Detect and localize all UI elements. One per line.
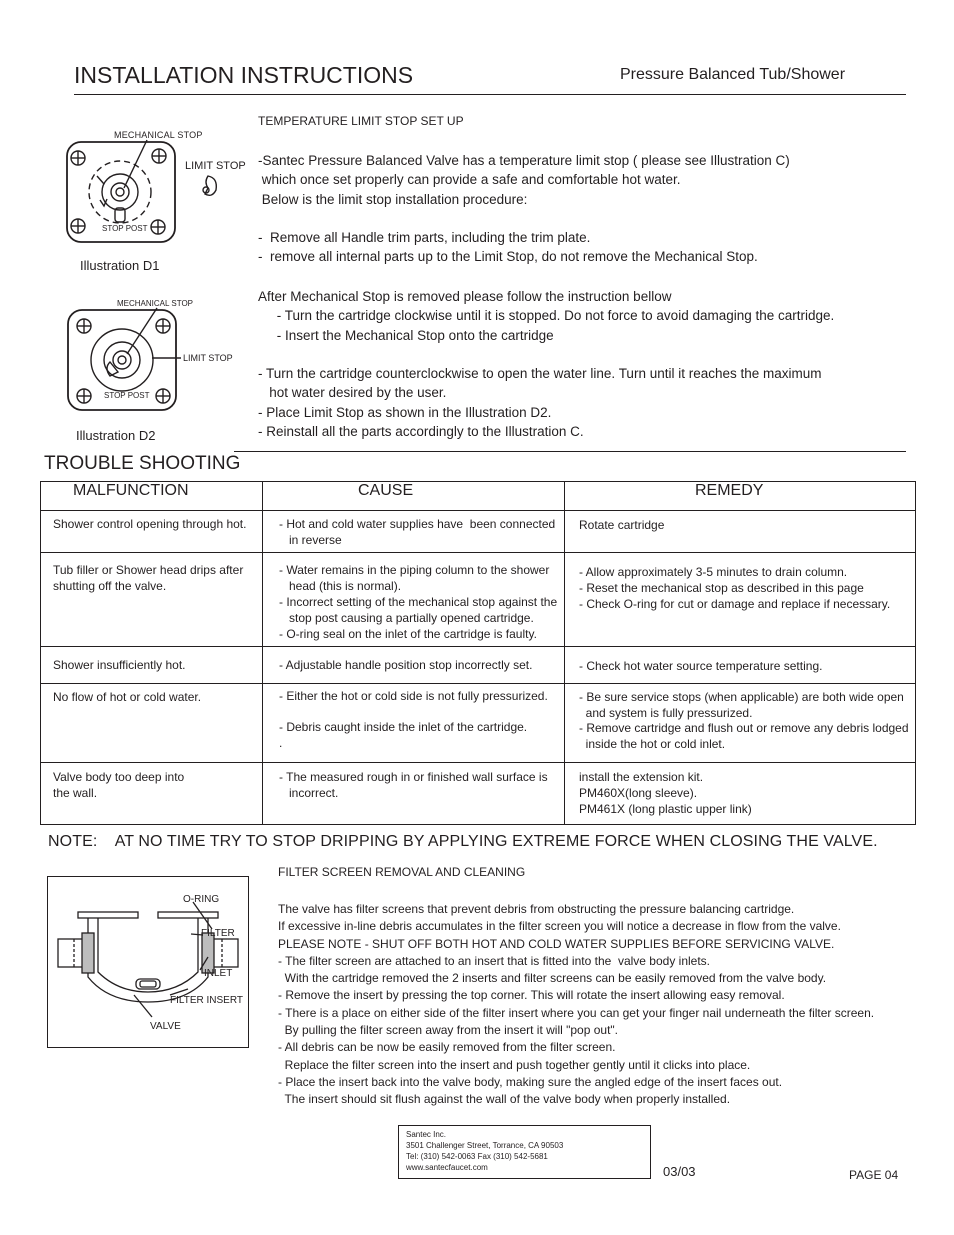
- revision-date: 03/03: [663, 1164, 696, 1179]
- temperature-removal-steps: - Remove all Handle trim parts, including the trim plate. - remove all internal parts up to the Limit Stop, do not remove the Mechanical Stop.: [258, 230, 758, 265]
- page-subtitle: Pressure Balanced Tub/Shower: [620, 66, 846, 83]
- company-phone: Tel: (310) 542-0063 Fax (310) 542-5681: [406, 1152, 548, 1161]
- remedy-cell: - Allow approximately 3-5 minutes to drain column. - Reset the mechanical stop as described in this page - Check O-ring for cut or damage and replace if necessary.: [565, 553, 916, 647]
- column-header-cause: CAUSE: [263, 482, 565, 511]
- cause-cell: - Hot and cold water supplies have been connected in reverse: [263, 511, 565, 553]
- trouble-shooting-title: TROUBLE SHOOTING: [44, 453, 241, 474]
- column-header-malfunction: MALFUNCTION: [41, 482, 263, 511]
- d2-limit-stop-label: LIMIT STOP: [183, 353, 233, 363]
- table-row: [41, 511, 916, 553]
- malfunction-cell: Tub filler or Shower head drips after shutting off the valve.: [41, 553, 263, 647]
- trouble-shooting-divider: [234, 451, 906, 452]
- d1-limit-stop-label: LIMIT STOP: [185, 160, 246, 172]
- filter-heading: FILTER SCREEN REMOVAL AND CLEANING: [278, 865, 526, 879]
- illustration-d2: [62, 296, 252, 446]
- d2-mechanical-stop-label: MECHANICAL STOP: [117, 299, 194, 308]
- temperature-intro: -Santec Pressure Balanced Valve has a temperature limit stop ( please see Illustration C) which once set properly can provide a safe and comfortable hot water. Below is the limit stop installation procedure:: [258, 153, 790, 207]
- table-row: [41, 684, 916, 763]
- d1-stop-post-label: STOP POST: [102, 224, 148, 233]
- d1-mechanical-stop-label: MECHANICAL STOP: [114, 130, 203, 140]
- remedy-cell: - Be sure service stops (when applicable) are both wide open and system is fully pressurized. - Remove cartridge and flush out or remove any debris lodged inside the hot or cold inlet.: [565, 684, 916, 763]
- trouble-shooting-table: [40, 481, 916, 825]
- cause-cell: - Either the hot or cold side is not fully pressurized. - Debris caught inside the inlet of the cartridge. .: [263, 684, 565, 763]
- temperature-cartridge-steps: After Mechanical Stop is removed please follow the instruction bellow - Turn the cartridge clockwise until it is stopped. Do not force to avoid damaging the cartridge. - Insert the Mechanical Stop onto the cartridge: [258, 289, 835, 343]
- d2-caption: Illustration D2: [76, 428, 156, 443]
- temperature-final-steps: - Turn the cartridge counterclockwise to open the water line. Turn until it reaches the maximum hot water desired by the user. - Place Limit Stop as shown in the Illustration D2. - Reinstall all the parts accordingly to the Illustration C.: [258, 366, 822, 439]
- company-address: 3501 Challenger Street, Torrance, CA 90503: [406, 1141, 564, 1150]
- cause-cell: - The measured rough in or finished wall surface is incorrect.: [263, 763, 565, 825]
- inlet-label: INLET: [204, 968, 233, 979]
- temperature-heading: TEMPERATURE LIMIT STOP SET UP: [258, 114, 464, 128]
- illustration-d1: [62, 128, 252, 278]
- company-contact-box: [398, 1125, 651, 1179]
- filter-instructions: The valve has filter screens that prevent debris from obstructing the pressure balancing cartridge. If excessive in-line debris accumulates in the filter screen you will notice a decrease in flow from the valve. PLEASE NOTE - SHUT OFF BOTH HOT AND COLD WATER SUPPLIES BEFORE SERVICING VALVE. - The filter screen are attached to an insert that is fitted into the valve body inlets. With the cartridge removed the 2 inserts and filter screens can be easily removed from the valve body. - Remove the insert by pressing the top corner. This will rotate the insert allowing easy removal. - There is a place on either side of the filter insert where you can get your finger nail underneath the filter screen. By pulling the filter screen away from the insert it will "pop out". - All debris can be now be easily removed from the filter screen. Replace the filter screen into the insert and push together gently until it clicks into place. - Place the insert back into the valve body, making sure the angled edge of the insert faces out. The insert should sit flush against the wall of the valve body when properly installed.: [278, 902, 875, 1107]
- filter-diagram-drawing: [48, 877, 248, 1047]
- d2-stop-post-label: STOP POST: [104, 391, 150, 400]
- filter-insert-label: FILTER INSERT: [170, 995, 243, 1006]
- company-website: www.santecfaucet.com: [406, 1163, 488, 1172]
- cause-cell: - Adjustable handle position stop incorrectly set.: [263, 647, 565, 684]
- page-number: PAGE 04: [849, 1168, 899, 1182]
- table-row: [41, 763, 916, 825]
- remedy-cell: - Check hot water source temperature setting.: [565, 647, 916, 684]
- company-name: Santec Inc.: [406, 1130, 447, 1139]
- filter-label: FILTER: [201, 928, 235, 939]
- illustration-d2-drawing: [62, 296, 252, 446]
- malfunction-cell: Valve body too deep into the wall.: [41, 763, 263, 825]
- o-ring-label: O-RING: [183, 894, 220, 905]
- illustration-d1-drawing: [62, 128, 252, 278]
- cause-cell: - Water remains in the piping column to the shower head (this is normal). - Incorrect setting of the mechanical stop against the stop post causing a partially opened cartridge. - O-ring seal on the inlet of the cartridge is faulty.: [263, 553, 565, 647]
- warning-note: NOTE: AT NO TIME TRY TO STOP DRIPPING BY APPLYING EXTREME FORCE WHEN CLOSING THE VALVE.: [48, 833, 878, 850]
- d1-caption: Illustration D1: [80, 258, 160, 273]
- valve-label: VALVE: [150, 1021, 181, 1032]
- table-row: [41, 647, 916, 684]
- page-title: INSTALLATION INSTRUCTIONS: [74, 62, 414, 88]
- table-row: [41, 553, 916, 647]
- header-divider: [74, 94, 906, 95]
- malfunction-cell: Shower control opening through hot.: [41, 511, 263, 553]
- table-header-row: [41, 482, 916, 511]
- column-header-remedy: REMEDY: [565, 482, 916, 511]
- filter-diagram: [47, 876, 249, 1048]
- malfunction-cell: No flow of hot or cold water.: [41, 684, 263, 763]
- remedy-cell: install the extension kit. PM460X(long sleeve). PM461X (long plastic upper link): [565, 763, 916, 825]
- remedy-cell: Rotate cartridge: [565, 511, 916, 553]
- malfunction-cell: Shower insufficiently hot.: [41, 647, 263, 684]
